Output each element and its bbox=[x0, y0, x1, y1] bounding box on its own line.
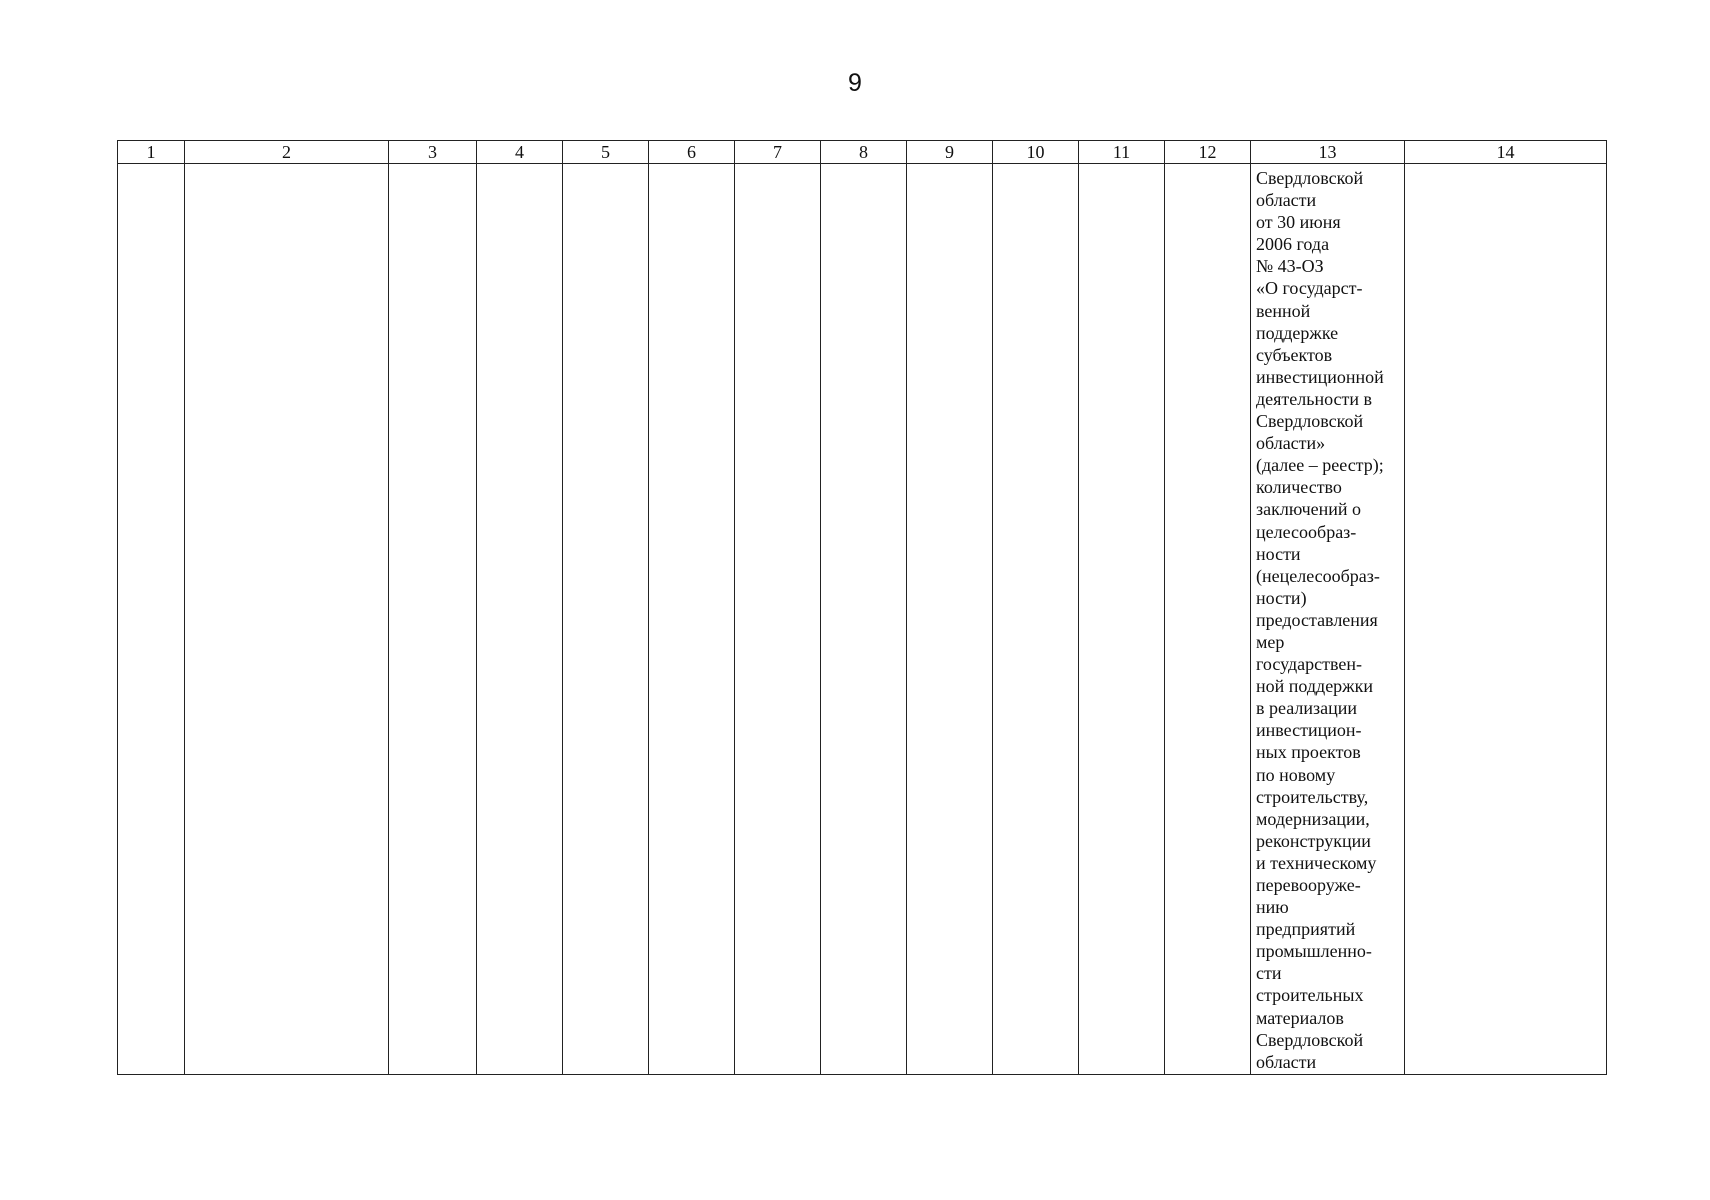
column-header: 12 bbox=[1165, 141, 1251, 164]
table-row bbox=[118, 164, 1607, 1075]
column-header: 7 bbox=[735, 141, 821, 164]
table-cell bbox=[1405, 164, 1607, 1075]
cell-text bbox=[1165, 164, 1250, 167]
table-cell bbox=[735, 164, 821, 1075]
column-header: 5 bbox=[563, 141, 649, 164]
column-header: 6 bbox=[649, 141, 735, 164]
column-header: 1 bbox=[118, 141, 185, 164]
cell-text bbox=[993, 164, 1078, 167]
table-cell bbox=[649, 164, 735, 1075]
cell-text bbox=[735, 164, 820, 167]
cell-text: Свердловской области от 30 июня 2006 года № 43-ОЗ «О государст- венной поддержке субъектов инвестиционной деятельности в Свердловской области» (далее – реестр); количество заключений о целесообраз- ности (нецелесообраз- ности) предоставления мер государствен- ной поддержки в реализации инвестицион- ных проектов по новому строительству, модернизации, реконструкции и техническому перевооруже- нию предприятий промышленно- сти строительных материалов Свердловской области bbox=[1256, 168, 1384, 1072]
cell-text bbox=[1079, 164, 1164, 167]
table-cell bbox=[907, 164, 993, 1075]
cell-text bbox=[821, 164, 906, 167]
column-header: 2 bbox=[185, 141, 389, 164]
table-cell bbox=[477, 164, 563, 1075]
table-cell bbox=[1251, 164, 1405, 1075]
cell-text bbox=[118, 164, 184, 167]
page-number: 9 bbox=[848, 69, 862, 97]
cell-text bbox=[1405, 164, 1606, 167]
table-cell bbox=[821, 164, 907, 1075]
column-header: 11 bbox=[1079, 141, 1165, 164]
cell-text bbox=[907, 164, 992, 167]
cell-text bbox=[477, 164, 562, 167]
table-cell bbox=[993, 164, 1079, 1075]
table-cell bbox=[1079, 164, 1165, 1075]
cell-text bbox=[563, 164, 648, 167]
table-cell bbox=[118, 164, 185, 1075]
cell-text bbox=[389, 164, 476, 167]
table-cell bbox=[1165, 164, 1251, 1075]
table-cell bbox=[389, 164, 477, 1075]
column-header: 4 bbox=[477, 141, 563, 164]
table-cell bbox=[563, 164, 649, 1075]
data-table bbox=[117, 140, 1607, 1075]
column-header: 8 bbox=[821, 141, 907, 164]
column-header: 10 bbox=[993, 141, 1079, 164]
table-cell bbox=[185, 164, 389, 1075]
column-header: 14 bbox=[1405, 141, 1607, 164]
cell-text bbox=[649, 164, 734, 167]
column-header: 13 bbox=[1251, 141, 1405, 164]
column-header: 3 bbox=[389, 141, 477, 164]
table-header-row bbox=[118, 141, 1607, 164]
cell-text bbox=[185, 164, 388, 167]
column-header: 9 bbox=[907, 141, 993, 164]
